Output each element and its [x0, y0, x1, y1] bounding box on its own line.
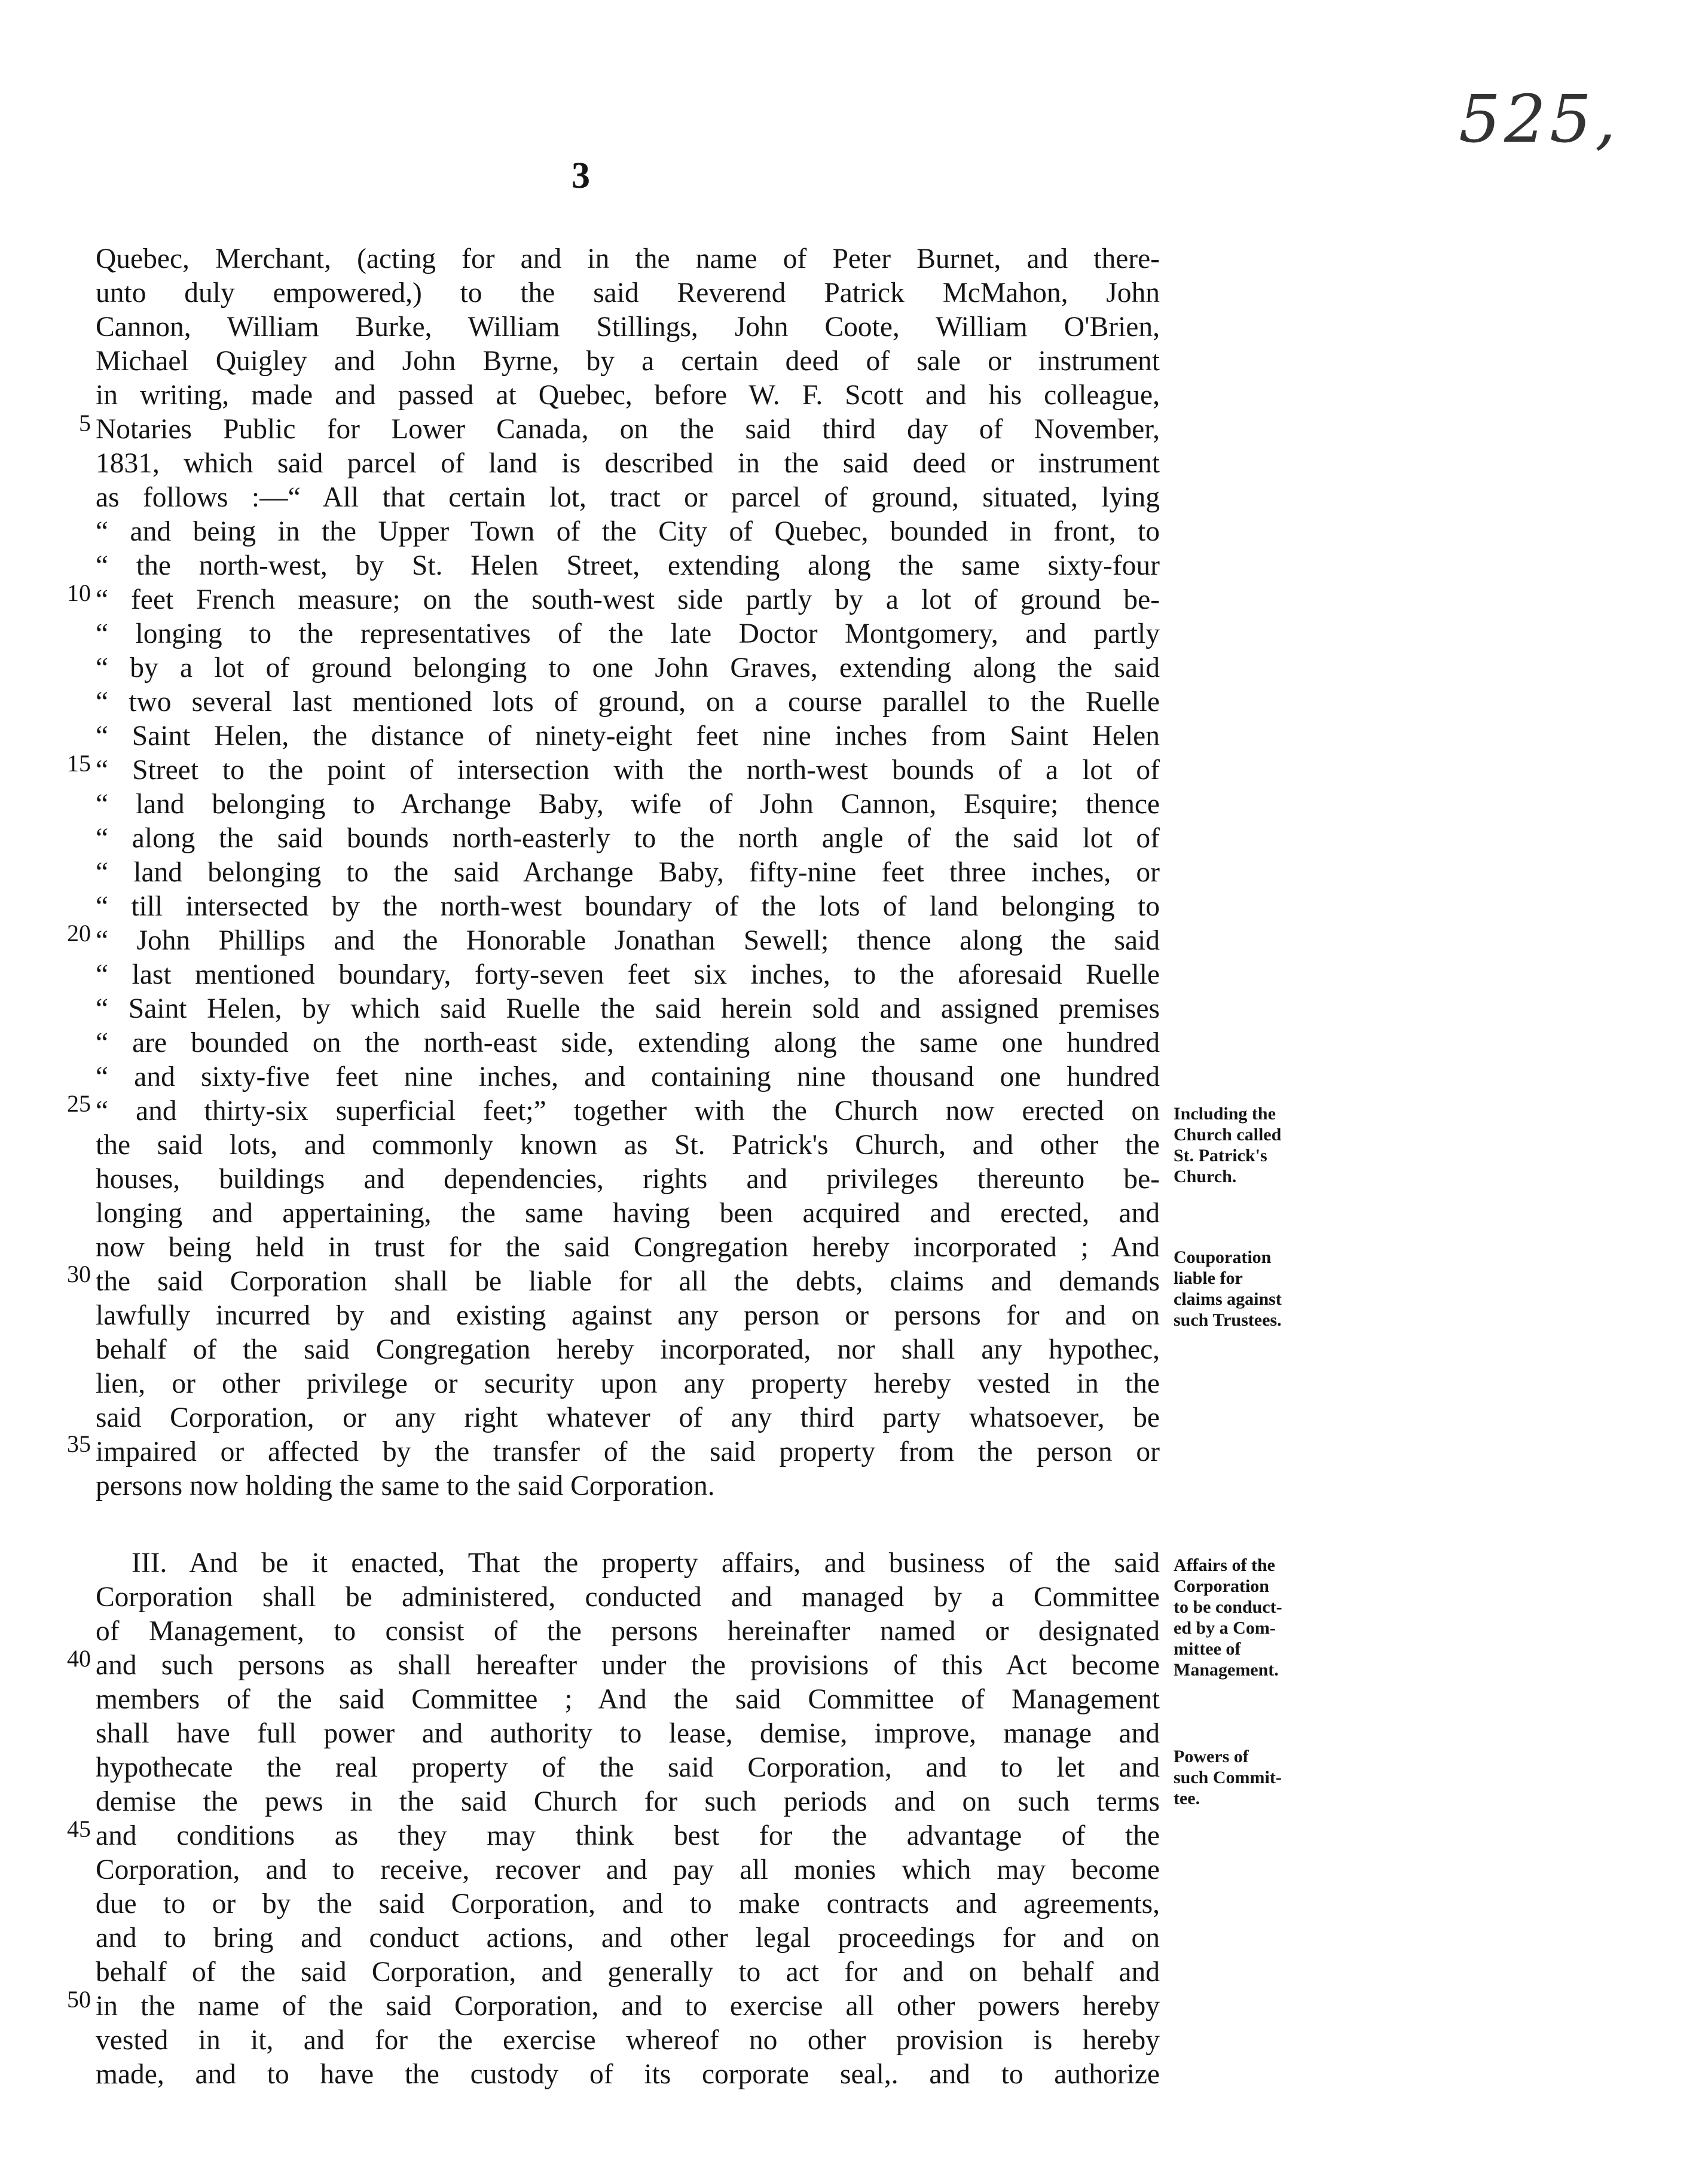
text-line: said Corporation, or any right whatever of any third party whatsoever, be [96, 1402, 1160, 1433]
text-line: Corporation shall be administered, conducted and managed by a Committee [96, 1582, 1160, 1613]
text-line: “ Saint Helen, by which said Ruelle the said herein sold and assigned premises [96, 993, 1160, 1024]
text-line: “ longing to the representatives of the late Doctor Montgomery, and partly [96, 618, 1160, 649]
text-line: “ Street to the point of intersection with the north-west bounds of a lot of [96, 755, 1160, 786]
margin-note-line: Corporation [1174, 1576, 1269, 1596]
margin-note-line: Church. [1174, 1167, 1237, 1186]
text-line: “ Saint Helen, the distance of ninety-eight feet nine inches from Saint Helen [96, 721, 1160, 752]
text-line: vested in it, and for the exercise whereof no other provision is hereby [96, 2025, 1160, 2056]
margin-note-line: such Trustees. [1174, 1310, 1282, 1330]
handwritten-folio-number: 525, [1459, 81, 1620, 157]
margin-note-line: Affairs of the [1174, 1555, 1275, 1575]
line-number-5: 5 [79, 410, 91, 437]
text-line: lawfully incurred by and existing against any person or persons for and on [96, 1300, 1160, 1331]
line-number-25: 25 [67, 1090, 91, 1117]
text-line: impaired or affected by the transfer of the said property from the person or [96, 1436, 1160, 1467]
margin-note-line: Powers of [1174, 1747, 1249, 1766]
margin-note-line: claims against [1174, 1289, 1282, 1309]
text-line: and conditions as they may think best for the advantage of the [96, 1820, 1160, 1851]
text-line: behalf of the said Congregation hereby incorporated, nor shall any hypothec, [96, 1334, 1160, 1365]
margin-note-line: tee. [1174, 1789, 1200, 1808]
line-number-35: 35 [67, 1430, 91, 1457]
margin-note-line: St. Patrick's [1174, 1146, 1267, 1165]
margin-note-line: such Commit- [1174, 1768, 1282, 1787]
text-line: in writing, made and passed at Quebec, before W. F. Scott and his colleague, [96, 380, 1160, 411]
text-line: hypothecate the real property of the said Corporation, and to let and [96, 1752, 1160, 1783]
text-line: “ land belonging to the said Archange Baby, fifty-nine feet three inches, or [96, 857, 1160, 888]
text-line: and such persons as shall hereafter under the provisions of this Act become [96, 1650, 1160, 1681]
text-line: Corporation, and to receive, recover and pay all monies which may become [96, 1854, 1160, 1885]
text-line: “ till intersected by the north-west boundary of the lots of land belonging to [96, 891, 1160, 922]
margin-note-line: ed by a Com- [1174, 1618, 1276, 1638]
text-line: “ two several last mentioned lots of ground, on a course parallel to the Ruelle [96, 686, 1160, 718]
margin-note-line: mittee of [1174, 1639, 1241, 1659]
text-line: in the name of the said Corporation, and to exercise all other powers hereby [96, 1991, 1160, 2022]
text-line: “ along the said bounds north-easterly to the north angle of the said lot of [96, 823, 1160, 854]
line-number-40: 40 [67, 1645, 91, 1672]
text-line: longing and appertaining, the same having been acquired and erected, and [96, 1198, 1160, 1229]
text-line: shall have full power and authority to lease, demise, improve, manage and [96, 1718, 1160, 1749]
text-line: the said Corporation shall be liable for all the debts, claims and demands [96, 1266, 1160, 1297]
text-line: “ and sixty-five feet nine inches, and containing nine thousand one hundred [96, 1061, 1160, 1092]
text-line: lien, or other privilege or security upon any property hereby vested in the [96, 1368, 1160, 1399]
text-line: of Management, to consist of the persons hereinafter named or designated [96, 1616, 1160, 1647]
margin-note-church [1174, 1103, 1353, 1187]
text-line: “ the north-west, by St. Helen Street, extending along the same sixty-four [96, 550, 1160, 581]
margin-note-line: Management. [1174, 1660, 1279, 1680]
text-line: behalf of the said Corporation, and generally to act for and on behalf and [96, 1957, 1160, 1988]
text-line: “ and thirty-six superficial feet;” together with the Church now erected on [96, 1095, 1160, 1127]
text-line: persons now holding the same to the said Corporation. [96, 1470, 715, 1502]
text-line: made, and to have the custody of its corporate seal,. and to authorize [96, 2059, 1160, 2090]
margin-note-line: to be conduct- [1174, 1597, 1282, 1617]
margin-note-line: Couporation [1174, 1247, 1272, 1267]
text-line: the said lots, and commonly known as St. Patrick's Church, and other the [96, 1130, 1160, 1161]
text-line: “ and being in the Upper Town of the City of Quebec, bounded in front, to [96, 516, 1160, 547]
text-line: “ John Phillips and the Honorable Jonathan Sewell; thence along the said [96, 925, 1160, 956]
line-number-30: 30 [67, 1261, 91, 1287]
text-line: “ last mentioned boundary, forty-seven feet six inches, to the aforesaid Ruelle [96, 959, 1160, 990]
margin-note-affairs [1174, 1555, 1353, 1680]
text-line: III. And be it enacted, That the property affairs, and business of the said [132, 1548, 1160, 1579]
text-line: “ by a lot of ground belonging to one John Graves, extending along the said [96, 652, 1160, 683]
line-number-45: 45 [67, 1815, 91, 1842]
text-line: Cannon, William Burke, William Stillings, John Coote, William O'Brien, [96, 312, 1160, 343]
margin-note-powers [1174, 1746, 1353, 1809]
margin-note-line: liable for [1174, 1268, 1243, 1288]
line-number-20: 20 [67, 920, 91, 947]
text-line: demise the pews in the said Church for such periods and on such terms [96, 1786, 1160, 1817]
text-line: “ feet French measure; on the south-west side partly by a lot of ground be- [96, 584, 1160, 615]
text-line: Notaries Public for Lower Canada, on the said third day of November, [96, 414, 1160, 445]
text-line: “ land belonging to Archange Baby, wife of John Cannon, Esquire; thence [96, 789, 1160, 820]
page-number: 3 [572, 155, 590, 196]
line-number-15: 15 [67, 750, 91, 777]
text-line: as follows :—“ All that certain lot, tract or parcel of ground, situated, lying [96, 482, 1160, 513]
line-number-50: 50 [67, 1986, 91, 2013]
text-line: members of the said Committee ; And the said Committee of Management [96, 1684, 1160, 1715]
text-line: Quebec, Merchant, (acting for and in the name of Peter Burnet, and there- [96, 243, 1160, 274]
margin-note-line: Including the [1174, 1104, 1276, 1124]
margin-note-line: Church called [1174, 1125, 1282, 1145]
line-number-10: 10 [67, 579, 91, 606]
text-line: “ are bounded on the north-east side, extending along the same one hundred [96, 1027, 1160, 1058]
text-line: due to or by the said Corporation, and to make contracts and agreements, [96, 1888, 1160, 1919]
text-line: Michael Quigley and John Byrne, by a certain deed of sale or instrument [96, 346, 1160, 377]
text-line: and to bring and conduct actions, and other legal proceedings for and on [96, 1922, 1160, 1954]
text-line: unto duly empowered,) to the said Reverend Patrick McMahon, John [96, 277, 1160, 309]
margin-note-liable [1174, 1247, 1353, 1330]
text-line: now being held in trust for the said Congregation hereby incorporated ; And [96, 1232, 1160, 1263]
text-line: 1831, which said parcel of land is described in the said deed or instrument [96, 448, 1160, 479]
text-line: houses, buildings and dependencies, rights and privileges thereunto be- [96, 1164, 1160, 1195]
